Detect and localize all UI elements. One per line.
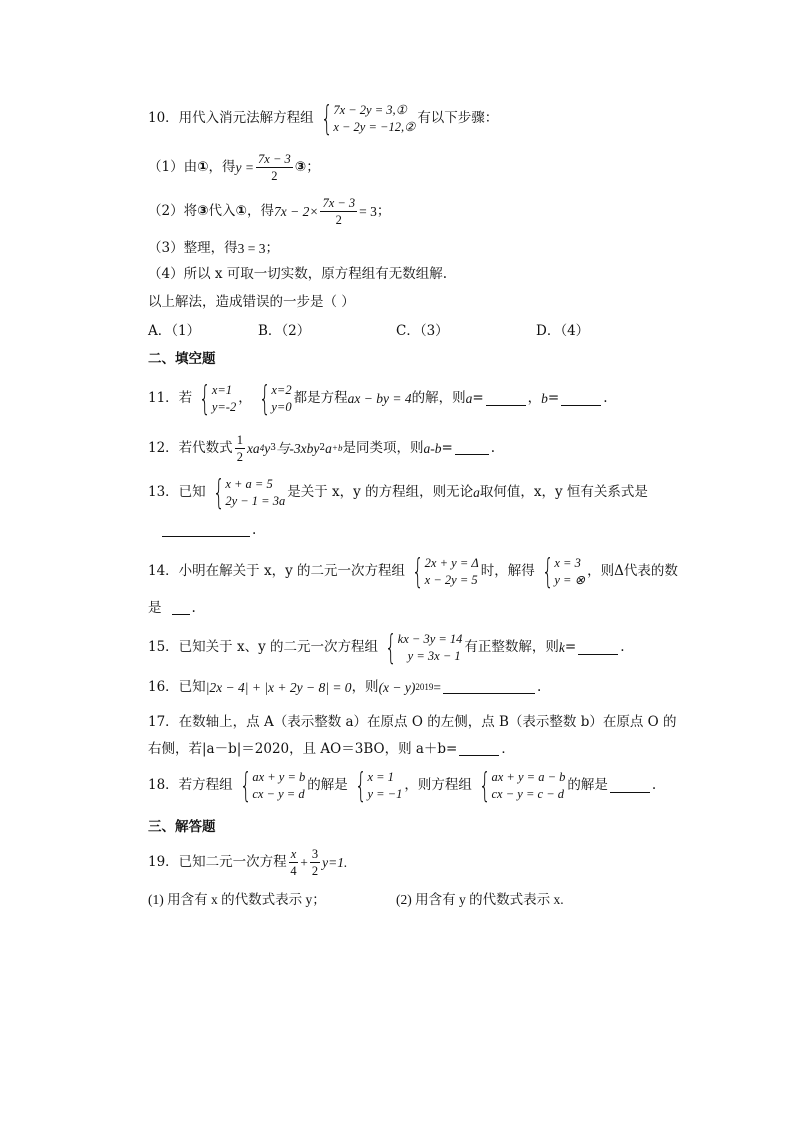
q10-step1-text2: ，得 <box>208 158 236 175</box>
fraction-denominator: 4 <box>290 864 297 878</box>
q19 <box>148 847 347 878</box>
q17-text2: 右侧，若|a－b|＝2020，且 AO＝3BO，则 a＋b= <box>148 741 458 757</box>
q10-step2-text2: 代入 <box>208 202 236 219</box>
q18-f1: ax + y = a − b <box>491 770 566 784</box>
fraction-denominator: 2 <box>311 864 319 878</box>
q14-mid: 时，解得 <box>480 563 535 580</box>
section-title: 二、填空题 <box>148 351 216 367</box>
q12-exp4: +b <box>331 443 343 453</box>
q10-suffix: 有以下步骤： <box>417 110 499 127</box>
q14-e1: 2x + y = Δ <box>424 556 479 570</box>
q10-step1 <box>148 152 320 183</box>
fraction-numerator: x <box>290 847 297 861</box>
q13-text2: 取何值，x，y 恒有关系式是 <box>479 484 648 501</box>
q10-step2 <box>148 196 390 227</box>
q14-mid2: ，则Δ代表的数 <box>587 563 678 580</box>
q11-equation: ax − by = 4 <box>347 391 412 407</box>
q12-exp1: 4 <box>259 443 265 453</box>
q18-e1: ax + y = b <box>252 770 306 784</box>
q18-prefix: 18．若方程组 <box>148 777 233 794</box>
q10-step4-text: （4）所以 x 可取一切实数，原方程组有无数组解. <box>148 266 448 282</box>
q18 <box>148 766 657 806</box>
q10-step1-fraction <box>256 152 293 183</box>
q16-end: . <box>537 679 542 695</box>
answer-blank[interactable] <box>610 780 650 793</box>
q11-sep: ， <box>527 390 542 407</box>
q10-step2-fraction <box>320 196 357 227</box>
q10-step2-text: （2）将 <box>148 202 198 219</box>
q12-term2b: a <box>325 440 332 456</box>
q10-stem <box>148 99 499 139</box>
answer-blank[interactable] <box>486 393 526 406</box>
q15-prefix: 15．已知关于 x、y 的二元一次方程组 <box>148 639 379 656</box>
q16 <box>148 681 541 695</box>
q11-equals2: = <box>547 390 560 407</box>
answer-blank[interactable] <box>455 442 489 455</box>
q19-fraction1 <box>289 847 299 878</box>
q10-options <box>148 325 589 339</box>
q13-prefix: 13．已知 <box>148 484 206 501</box>
q10-step3 <box>148 242 279 256</box>
fraction-numerator: 7x − 3 <box>258 152 291 166</box>
q17-line1 <box>148 716 677 730</box>
answer-blank[interactable] <box>162 524 250 537</box>
fraction-numerator: 1 <box>236 433 243 447</box>
q11-s2a: x=2 <box>271 383 292 397</box>
answer-blank[interactable] <box>578 642 618 655</box>
q10-step2-rhs: = 3 <box>359 203 377 219</box>
q10-eq1: 7x − 2y = 3,① <box>333 103 407 117</box>
q10-step1-text: （1）由 <box>148 158 198 175</box>
q14-solution: { x = 3 y = ⊗ <box>541 552 586 592</box>
q19-plus: + <box>300 854 308 870</box>
q16-equals: = <box>433 680 442 695</box>
option-a[interactable]: A．（1） <box>148 323 201 339</box>
q15-var-k: k <box>558 640 565 656</box>
q18-solution: { x = 1 y = −1 <box>354 766 403 806</box>
q12-fraction <box>235 433 245 464</box>
q14-system: { 2x + y = Δ x − 2y = 5 <box>411 552 479 592</box>
q13-text: 是关于 x，y 的方程组，则无论 <box>287 484 474 501</box>
q18-e2: cx − y = d <box>252 787 305 801</box>
answer-blank[interactable] <box>172 602 190 615</box>
q18-mid2: ，则方程组 <box>404 777 472 794</box>
option-d[interactable]: D．（4） <box>536 323 590 339</box>
q13-answer-line <box>160 524 256 538</box>
fraction-denominator: 2 <box>335 213 342 227</box>
circled-one: ① <box>197 158 209 175</box>
q11-mid2: 的解，则 <box>411 390 466 407</box>
q11 <box>148 379 608 419</box>
q16-prefix: 16．已知 <box>148 679 206 695</box>
q16-mid: ，则 <box>351 679 379 695</box>
q16-exponent: 2019 <box>415 682 434 693</box>
q12-mid2: 是同类项，则 <box>342 439 424 456</box>
q10-system: { 7x − 2y = 3,① x − 2y = −12,② <box>320 99 416 139</box>
q10-question-text: 以上解法，造成错误的一步是（ ） <box>148 294 355 310</box>
q10-step2-text3: ，得 <box>246 202 274 219</box>
q11-equals: = <box>472 390 484 407</box>
q11-comma: ， <box>238 390 252 407</box>
q12-term1b: y <box>264 440 271 456</box>
q10-question <box>148 296 355 310</box>
q12 <box>148 433 495 464</box>
q14-end: . <box>191 600 196 616</box>
q15-equals: = <box>564 639 577 656</box>
q14-s2: y = ⊗ <box>554 573 586 587</box>
q11-s1a: x=1 <box>211 383 233 397</box>
fraction-denominator: 2 <box>236 450 243 464</box>
q11-mid: 都是方程 <box>293 390 348 407</box>
q12-prefix: 12．若代数式 <box>148 439 233 456</box>
q19-prefix: 19．已知二元一次方程 <box>148 853 287 870</box>
q19-part2: (2) 用含有 y 的代数式表示 x. <box>396 892 564 907</box>
q12-equals: = <box>441 439 453 456</box>
circled-three: ③ <box>294 158 307 175</box>
q12-term1: xa <box>246 440 260 456</box>
answer-blank[interactable] <box>561 393 601 406</box>
q13-system: { x + a = 5 2y − 1 = 3a <box>212 473 286 513</box>
q10-prefix: 10．用代入消元法解方程组 <box>148 110 314 127</box>
section-title: 三、解答题 <box>148 819 216 835</box>
q10-step3-eq: 3 = 3 <box>237 241 266 256</box>
q12-term2: 与-3xby <box>275 440 320 456</box>
fraction-numerator: 7x − 3 <box>322 196 356 210</box>
q17-text: 17．在数轴上，点 A（表示整数 a）在原点 O 的左侧，点 B（表示整数 b）在原点 O 的 <box>148 714 677 730</box>
q13-var-a: a <box>473 485 480 501</box>
q18-f2: cx − y = c − d <box>491 787 564 801</box>
q18-end: . <box>651 777 657 794</box>
q17-line2 <box>148 743 515 757</box>
q11-var-b: b <box>541 391 548 407</box>
q12-a-b: a-b <box>423 440 442 456</box>
q17-end: ． <box>501 741 515 757</box>
q16-expression: |2x − 4| + |x + 2y − 8| = 0 <box>205 680 352 695</box>
q19-fraction2 <box>310 847 320 878</box>
section-fill-in-heading <box>148 353 216 367</box>
q13-end: . <box>252 522 257 538</box>
q18-s2: y = −1 <box>367 787 403 801</box>
q14-prefix: 14．小明在解关于 x，y 的二元一次方程组 <box>148 563 406 580</box>
q13 <box>148 473 648 513</box>
q10-step3-text: （3）整理，得 <box>148 240 238 256</box>
fraction-numerator: 3 <box>311 847 319 861</box>
q14-s1: x = 3 <box>554 556 581 570</box>
q10-step1-end: ； <box>306 158 320 175</box>
q19-part1: (1) 用含有 x 的代数式表示 y； <box>148 892 326 907</box>
q15-end: . <box>620 639 625 656</box>
q14-e2: x − 2y = 5 <box>424 573 478 587</box>
q14 <box>148 552 678 592</box>
q13-e2: 2y − 1 = 3a <box>225 494 286 508</box>
q12-exp2: 3 <box>270 443 276 453</box>
answer-blank[interactable] <box>443 681 535 694</box>
q15 <box>148 628 625 668</box>
section-solve-heading <box>148 821 216 835</box>
option-b[interactable]: B．（2） <box>258 323 311 339</box>
q15-e2: y = 3x − 1 <box>407 649 461 663</box>
q10-step1-lhs: y = <box>235 159 255 175</box>
q11-s1b: y=-2 <box>211 400 237 414</box>
q11-solution1: { x=1 y=-2 <box>199 379 237 419</box>
q15-mid: 有正整数解，则 <box>464 639 559 656</box>
q10-eq2: x − 2y = −12,② <box>333 120 416 134</box>
q15-system: { kx − 3y = 14 y = 3x − 1 <box>384 628 463 668</box>
q10-step4 <box>148 268 447 282</box>
q10-step2-lhs: 7x − 2× <box>273 203 319 219</box>
q11-end: . <box>603 390 608 407</box>
q12-exp3: 2 <box>319 443 326 453</box>
answer-blank[interactable] <box>459 743 499 756</box>
q18-mid: 的解是 <box>307 777 348 794</box>
q13-e1: x + a = 5 <box>225 477 273 491</box>
fraction-denominator: 2 <box>271 169 278 183</box>
q10-step3-end: ； <box>265 240 279 256</box>
q11-solution2: { x=2 y=0 <box>258 379 292 419</box>
option-c[interactable]: C．（3） <box>396 323 449 339</box>
q15-e1: kx − 3y = 14 <box>397 632 463 646</box>
q11-var-a: a <box>465 391 473 407</box>
q19-tail: y=1. <box>322 854 348 870</box>
q14-line2: 是 <box>148 600 162 616</box>
circled-one: ① <box>235 202 247 219</box>
q10-step2-end: ； <box>376 202 391 219</box>
circled-three: ③ <box>197 202 209 219</box>
q19-parts <box>148 893 564 907</box>
q11-s2b: y=0 <box>271 400 292 414</box>
q14-answer-line <box>148 602 196 616</box>
q18-system2: { ax + y = a − b cx − y = c − d <box>478 766 566 806</box>
q16-power-base: (x − y) <box>378 680 416 695</box>
q18-system1: { ax + y = b cx − y = d <box>239 766 306 806</box>
q12-end: . <box>490 439 496 456</box>
q18-mid3: 的解是 <box>567 777 608 794</box>
q18-s1: x = 1 <box>367 770 394 784</box>
q11-prefix: 11．若 <box>148 390 193 407</box>
